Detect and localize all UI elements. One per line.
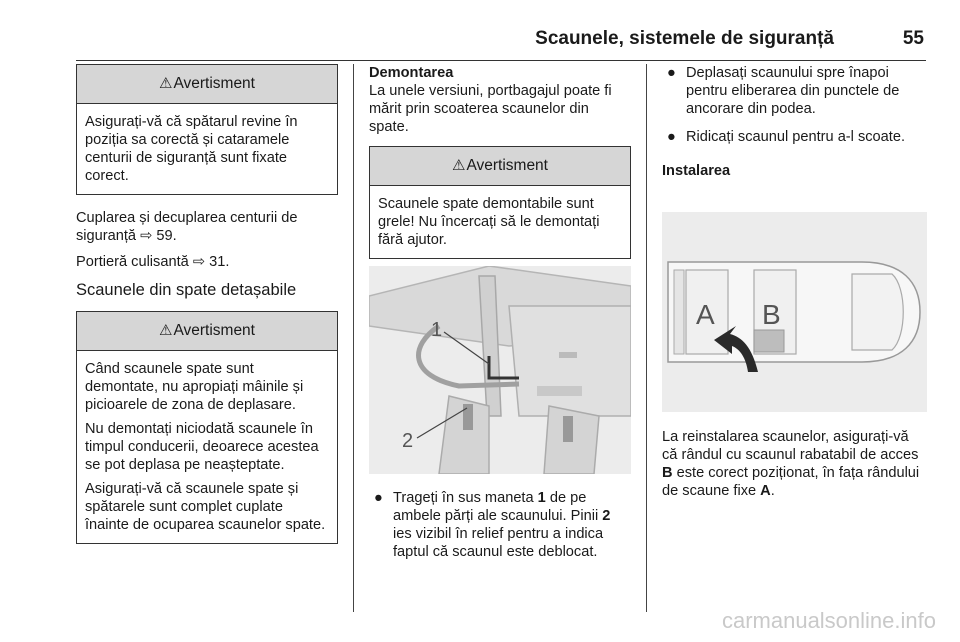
figure-label-2: 2 [402, 430, 414, 452]
seat-layout-drawing [662, 212, 927, 412]
figure-label-b: B [762, 299, 781, 330]
subheading-installation: Instalarea [662, 163, 731, 179]
bullet-marker: ● [667, 65, 676, 81]
warning-box [76, 311, 338, 544]
warning-triangle-icon: ⚠ [451, 157, 466, 174]
reference-page: 59. [152, 228, 177, 244]
bullet-list [369, 489, 631, 561]
warning-title: Avertisment [173, 322, 255, 339]
page-title: Scaunele, sistemele de siguranță [535, 28, 834, 49]
body-text: La reinstalarea scaunelor, asigurați-vă că rândul cu scaunul rabatabil de acces [662, 429, 919, 463]
seat-lever-drawing [369, 266, 631, 474]
warning-body [77, 104, 337, 194]
warning-paragraph: Când scaunele spate sunt demontate, nu apropiați mâinile și picioarele de zona de deplasare. [85, 361, 304, 413]
warning-box [369, 146, 631, 259]
reference-text: Portieră culisantă [76, 254, 193, 270]
warning-body [77, 351, 337, 543]
bullet-text: Trageți în sus maneta [393, 490, 538, 506]
column-divider [353, 64, 354, 612]
bold-label: A [760, 483, 771, 499]
warning-header [77, 312, 337, 351]
list-item [369, 489, 631, 561]
warning-title: Avertisment [466, 157, 548, 174]
warning-body [370, 186, 630, 258]
page-header [76, 26, 926, 61]
column-divider [646, 64, 647, 612]
bullet-text: Deplasați scaunului spre înapoi pentru eliberarea din punctele de ancorare din podea. [686, 65, 900, 117]
cross-reference-sliding-door[interactable] [76, 253, 338, 271]
page-ref-arrow-icon: ⇨ [192, 254, 206, 270]
warning-paragraph: Asigurați-vă că scaunele spate și spătarele sunt complet cuplate înainte de ocuparea scaunelor spate. [85, 481, 326, 533]
warning-title: Avertisment [173, 75, 255, 92]
bullet-text: Ridicați scaunul pentru a-l scoate. [686, 129, 906, 145]
cross-reference-seatbelt[interactable] [76, 209, 338, 245]
warning-paragraph: Nu demontați niciodată scaunele în timpul conducerii, deoarece acestea se pot deplasa pe neașteptate. [85, 421, 319, 473]
reference-text: Cuplarea și decuplarea centurii de siguranță [76, 210, 298, 244]
bullet-marker: ● [374, 490, 383, 506]
list-item [662, 64, 927, 118]
column-1 [76, 64, 338, 544]
subheading-removal: Demontarea [369, 65, 454, 81]
bold-label: 1 [537, 490, 546, 506]
column-2 [369, 64, 631, 259]
warning-text: Asigurați-vă că spătarul revine în poziția sa corectă și cataramele centurii de siguranță sunt fixate corect. [85, 114, 298, 184]
bullet-text: de pe ambele părți ale scaunului. Pinii [393, 490, 603, 524]
page-number: 55 [902, 28, 924, 49]
warning-header [370, 147, 630, 186]
reference-page: 31. [205, 254, 230, 270]
bullet-marker: ● [667, 129, 676, 145]
figure-label-1: 1 [431, 319, 443, 341]
section-heading: Scaunele din spate detașabile [76, 281, 297, 299]
body-text: . [770, 483, 775, 499]
list-item [662, 128, 927, 146]
warning-text: Scaunele spate demontabile sunt grele! Nu încercați să le demontați fără ajutor. [378, 196, 600, 248]
warning-triangle-icon: ⚠ [158, 75, 173, 92]
seat-layout-illustration [662, 212, 927, 412]
installation-text [662, 428, 928, 500]
watermark: carmanualsonline.info [721, 608, 936, 633]
warning-header [77, 65, 337, 104]
bullet-text: ies vizibil în relief pentru a indica faptul că scaunul este deblocat. [393, 526, 604, 560]
figure-label-a: A [696, 299, 715, 330]
column-3 [662, 64, 927, 180]
warning-triangle-icon: ⚠ [158, 322, 173, 339]
body-text: este corect poziționat, în fața rândului de scaune fixe [662, 465, 920, 499]
bold-label: 2 [602, 508, 611, 524]
intro-text: La unele versiuni, portbagajul poate fi mărit prin scoaterea scaunelor din spate. [369, 83, 612, 135]
seat-lever-illustration [369, 266, 631, 474]
warning-box [76, 64, 338, 195]
bullet-list [662, 64, 927, 146]
page-ref-arrow-icon: ⇨ [140, 228, 153, 244]
bold-label: B [662, 465, 673, 481]
removal-steps [369, 489, 631, 571]
